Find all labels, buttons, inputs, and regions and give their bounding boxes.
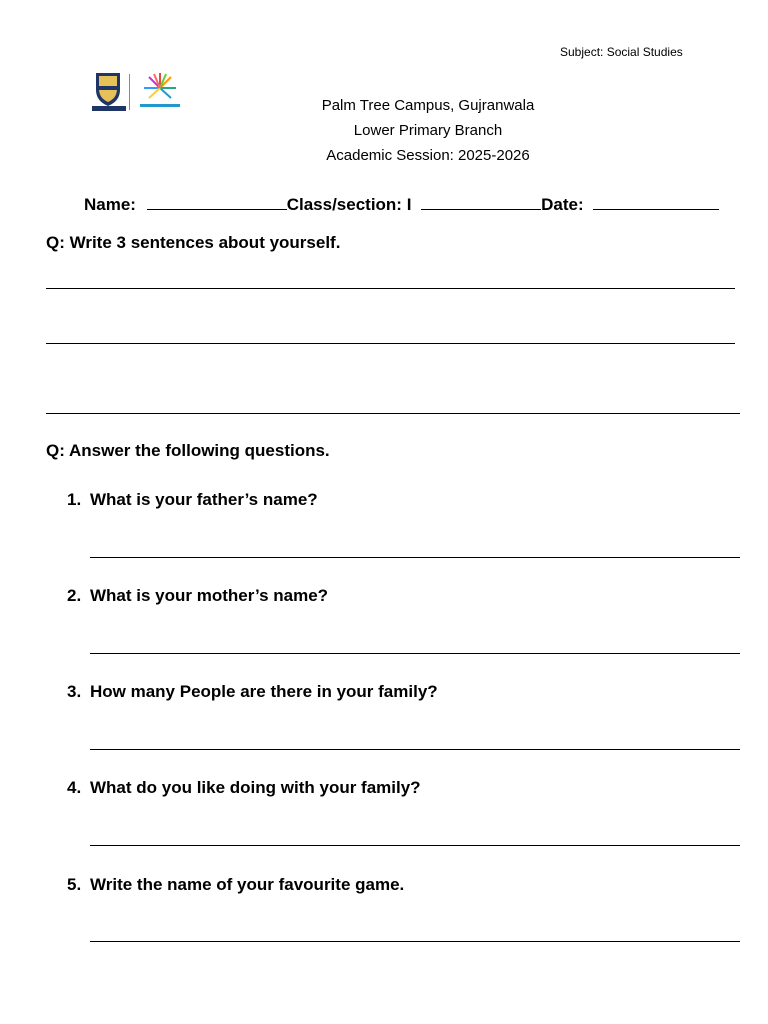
name-label: Name: (84, 195, 136, 214)
class-blank[interactable] (421, 192, 541, 210)
question-text: What is your mother’s name? (90, 586, 329, 605)
crest-logo-icon (90, 70, 190, 116)
answer-line[interactable] (90, 845, 740, 846)
branch-name: Lower Primary Branch (353, 122, 503, 139)
question-5 (67, 875, 404, 895)
question-4 (67, 778, 421, 798)
question-text: How many People are there in your family? (90, 682, 438, 701)
school-logo (90, 70, 190, 116)
answer-line[interactable] (90, 557, 740, 558)
question-2 (67, 586, 328, 606)
answer-line[interactable] (46, 343, 735, 344)
school-header (228, 93, 628, 168)
answer-line[interactable] (90, 749, 740, 750)
subject-label: Subject: Social Studies (560, 45, 683, 59)
academic-session: Academic Session: 2025-2026 (326, 147, 530, 164)
question-text: Write the name of your favourite game. (90, 875, 405, 894)
question-1 (67, 490, 318, 510)
question-number: 1. (67, 490, 82, 509)
answer-line[interactable] (90, 653, 740, 654)
campus-name: Palm Tree Campus, Gujranwala (321, 97, 535, 114)
question-number: 5. (67, 875, 82, 894)
answer-line[interactable] (90, 941, 740, 942)
name-blank[interactable] (147, 192, 287, 210)
section1-title: Q: Write 3 sentences about yourself. (46, 233, 341, 252)
question-text: What do you like doing with your family? (90, 778, 421, 797)
question-number: 4. (67, 778, 82, 797)
date-blank[interactable] (593, 192, 719, 210)
class-label: Class/section: I (286, 195, 412, 214)
student-info-row (84, 192, 724, 215)
question-number: 2. (67, 586, 82, 605)
date-label: Date: (541, 195, 584, 214)
answer-line[interactable] (46, 413, 740, 414)
question-number: 3. (67, 682, 82, 701)
section2-title: Q: Answer the following questions. (46, 441, 330, 460)
question-3 (67, 682, 438, 702)
question-text: What is your father’s name? (90, 490, 318, 509)
answer-line[interactable] (46, 288, 735, 289)
